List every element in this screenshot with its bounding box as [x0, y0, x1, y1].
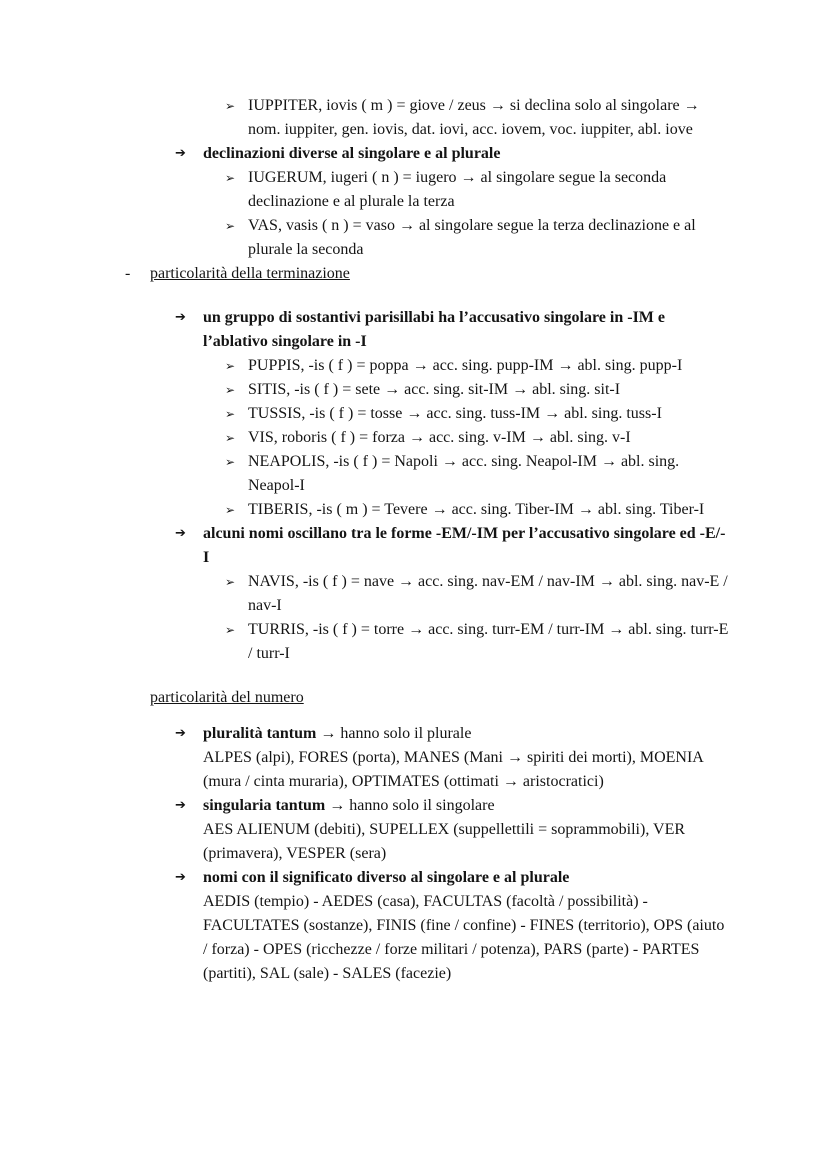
sub-arrow-bullet-icon: ➢: [225, 431, 236, 445]
list-item-text: IUGERUM, iugeri ( n ) = iugero → al singolare segue la seconda declinazione e al plurale la terza: [248, 169, 667, 210]
list-item-turris: [225, 618, 730, 666]
list-item-text: TIBERIS, -is ( m ) = Tevere → acc. sing. Tiber-IM → abl. sing. Tiber-I: [248, 501, 705, 518]
list-item-text: [203, 722, 730, 746]
list-item-gruppo-im: [175, 306, 730, 354]
section-heading-terminazione: [125, 262, 730, 286]
list-item-text: VIS, roboris ( f ) = forza → acc. sing. v-IM → abl. sing. v-I: [248, 429, 631, 446]
list-item-text: TURRIS, -is ( f ) = torre → acc. sing. turr-EM / turr-IM → abl. sing. turr-E / turr-I: [248, 621, 729, 662]
list-item-singularia: [175, 794, 730, 818]
rest-text: → hanno solo il plurale: [316, 725, 472, 742]
list-item-text: IUPPITER, iovis ( m ) = giove / zeus → si declina solo al singolare → nom. iuppiter, gen. iovis, dat. iovi, acc. iovem, voc. iuppiter, abl. iove: [248, 97, 700, 138]
bold-lead-text: singularia tantum: [203, 797, 326, 814]
sub-arrow-bullet-icon: ➢: [225, 503, 236, 517]
list-item-iuppiter: [225, 94, 730, 142]
list-item-neapolis: [225, 450, 730, 498]
arrow-bullet-icon: ➔: [175, 310, 186, 325]
list-item-text: NAVIS, -is ( f ) = nave → acc. sing. nav-EM / nav-IM → abl. sing. nav-E / nav-I: [248, 573, 728, 614]
sub-arrow-bullet-icon: ➢: [225, 99, 236, 113]
arrow-bullet-icon: ➔: [175, 870, 186, 885]
section-heading-numero: [150, 686, 730, 710]
list-item-text: PUPPIS, -is ( f ) = poppa → acc. sing. pupp-IM → abl. sing. pupp-I: [248, 357, 683, 374]
list-item-vis: [225, 426, 730, 450]
list-item-title: nomi con il significato diverso al singolare e al plurale: [203, 869, 570, 886]
list-item-tiberis: [225, 498, 730, 522]
dash-bullet: -: [125, 265, 131, 282]
list-item-pluralia: [175, 722, 730, 746]
list-item-text: TUSSIS, -is ( f ) = tosse → acc. sing. tuss-IM → abl. sing. tuss-I: [248, 405, 662, 422]
list-item-sitis: [225, 378, 730, 402]
list-item-text: VAS, vasis ( n ) = vaso → al singolare segue la terza declinazione e al plurale la seconda: [248, 217, 696, 258]
section-heading-text: particolarità della terminazione: [150, 265, 350, 282]
arrow-bullet-icon: ➔: [175, 146, 186, 161]
paragraph-singularia-list: [203, 818, 730, 866]
sub-arrow-bullet-icon: ➢: [225, 575, 236, 589]
list-item-declinazioni-diverse: [175, 142, 730, 166]
list-item-significato: [175, 866, 730, 890]
list-item-text: NEAPOLIS, -is ( f ) = Napoli → acc. sing. Neapol-IM → abl. sing. Neapol-I: [248, 453, 680, 494]
list-item-iugerum: [225, 166, 730, 214]
arrow-bullet-icon: ➔: [175, 798, 186, 813]
section-heading-text: particolarità del numero: [150, 689, 304, 706]
list-item-navis: [225, 570, 730, 618]
list-item-tussis: [225, 402, 730, 426]
rest-text: → hanno solo il singolare: [325, 797, 495, 814]
list-item-title: un gruppo di sostantivi parisillabi ha l’accusativo singolare in -IM e l’ablativo singolare in -I: [203, 309, 665, 350]
list-item-title: alcuni nomi oscillano tra le forme -EM/-IM per l’accusativo singolare ed -E/-I: [203, 525, 726, 566]
paragraph-text: ALPES (alpi), FORES (porta), MANES (Mani → spiriti dei morti), MOENIA (mura / cinta muraria), OPTIMATES (ottimati → aristocratici): [203, 749, 703, 790]
bold-lead-text: pluralità tantum: [203, 725, 317, 742]
list-item-oscillano: [175, 522, 730, 570]
sub-arrow-bullet-icon: ➢: [225, 171, 236, 185]
sub-arrow-bullet-icon: ➢: [225, 623, 236, 637]
paragraph-text: AEDIS (tempio) - AEDES (casa), FACULTAS (facoltà / possibilità) - FACULTATES (sostanze), FINIS (fine / confine) - FINES (territorio), OPS (aiuto / forza) - OPES (ricchezze / forze militari / potenza), PARS (parte) - PARTES (partiti), SAL (sale) - SALES (facezie): [203, 893, 725, 982]
sub-arrow-bullet-icon: ➢: [225, 359, 236, 373]
paragraph-significato-list: [203, 890, 730, 986]
sub-arrow-bullet-icon: ➢: [225, 219, 236, 233]
list-item-text: [203, 794, 730, 818]
list-item-vas: [225, 214, 730, 262]
sub-arrow-bullet-icon: ➢: [225, 455, 236, 469]
paragraph-pluralia-list: [203, 746, 730, 794]
arrow-bullet-icon: ➔: [175, 726, 186, 741]
list-item-text: SITIS, -is ( f ) = sete → acc. sing. sit-IM → abl. sing. sit-I: [248, 381, 621, 398]
sub-arrow-bullet-icon: ➢: [225, 383, 236, 397]
list-item-puppis: [225, 354, 730, 378]
list-item-title: declinazioni diverse al singolare e al plurale: [203, 145, 501, 162]
sub-arrow-bullet-icon: ➢: [225, 407, 236, 421]
paragraph-text: AES ALIENUM (debiti), SUPELLEX (suppellettili = soprammobili), VER (primavera), VESPER (sera): [203, 821, 686, 862]
arrow-bullet-icon: ➔: [175, 526, 186, 541]
